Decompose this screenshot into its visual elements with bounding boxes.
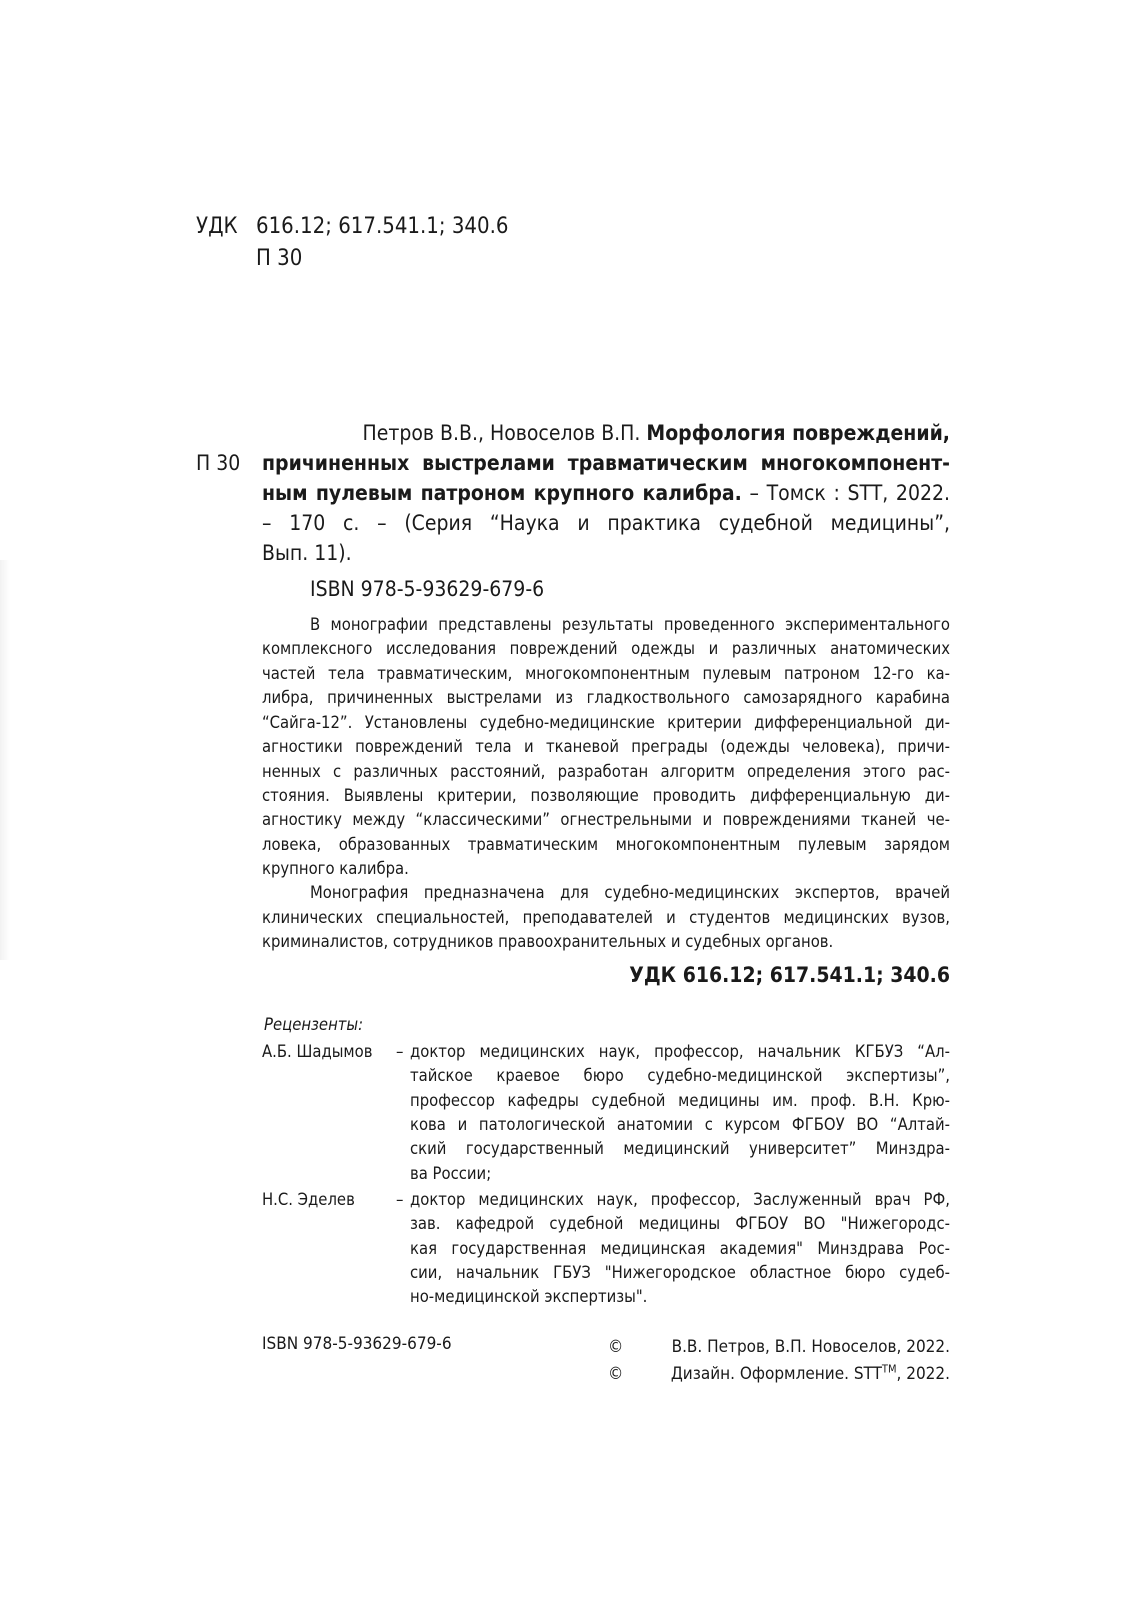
abstract-line: криминалистов, сотрудников правоохранительных и судебных органов. xyxy=(262,932,834,951)
reviewers-heading: Рецензенты: xyxy=(264,1015,364,1034)
footer-isbn: ISBN 978-5-93629-679-6 xyxy=(262,1334,452,1354)
reviewer-desc-line: зав. кафедрой судебной медицины ФГБОУ ВО "Нижегородс- xyxy=(410,1214,950,1233)
scan-edge-shadow xyxy=(0,560,10,960)
reviewer-desc-line: тайское краевое бюро судебно-медицинской экспертизы”, xyxy=(410,1066,950,1085)
bbk-index: П 30 xyxy=(256,246,303,271)
citation-issue: Вып. 11). xyxy=(262,541,352,565)
citation-line-1 xyxy=(310,418,950,448)
copyright-authors: В.В. Петров, В.П. Новоселов, 2022. xyxy=(671,1337,950,1357)
copyright-design xyxy=(636,1361,950,1388)
abstract-line: ловека, образованных травматическим многокомпонентным пулевым зарядом xyxy=(262,835,950,854)
abstract-line: либра, причиненных выстрелами из гладкоствольного самозарядного карабина xyxy=(262,688,950,707)
udk-bold: УДК 616.12; 617.541.1; 340.6 xyxy=(629,963,950,987)
udk-label: УДК xyxy=(196,214,238,239)
copyright-design-year: , 2022. xyxy=(896,1364,950,1384)
citation-series: – 170 с. – (Серия “Наука и практика судебной медицины”, xyxy=(262,511,950,535)
reviewer-desc-line: кова и патологической анатомии с курсом ФГБОУ ВО “Алтай- xyxy=(410,1115,950,1134)
abstract-line: клинических специальностей, преподавателей и студентов медицинских вузов, xyxy=(262,908,950,927)
citation-isbn: ISBN 978-5-93629-679-6 xyxy=(310,577,545,601)
citation-margin-index: П 30 xyxy=(196,451,241,475)
abstract-line: агностики повреждений тела и тканевой преграды (одежды человека), причи- xyxy=(262,737,950,756)
copyright-symbol: © xyxy=(608,1364,624,1384)
reviewer-name: А.Б. Шадымов xyxy=(262,1042,373,1061)
citation-title-part-2: причиненных выстрелами травматическим многокомпонент- xyxy=(262,451,950,475)
citation-line-3 xyxy=(262,478,950,508)
citation-authors: Петров В.В., Новоселов В.П. xyxy=(362,421,647,445)
trademark-sup: TM xyxy=(881,1362,897,1376)
reviewer-desc-line: доктор медицинских наук, профессор, Заслуженный врач РФ, xyxy=(410,1190,950,1209)
abstract-line: Монография предназначена для судебно-медицинских экспертов, врачей xyxy=(310,883,950,902)
copyright-symbol: © xyxy=(608,1337,624,1357)
abstract-line: агностику между “классическими” огнестрельными и повреждениями тканей че- xyxy=(262,810,950,829)
udk-codes: 616.12; 617.541.1; 340.6 xyxy=(256,214,509,239)
abstract-line: комплексного исследования повреждений одежды и различных анатомических xyxy=(262,639,950,658)
reviewer-desc-line: ва России; xyxy=(410,1164,492,1183)
reviewer-desc-line: сии, начальник ГБУЗ "Нижегородское областное бюро судеб- xyxy=(410,1263,950,1282)
citation-title-part-3: ным пулевым патроном крупного калибра. xyxy=(262,481,742,505)
citation-title-part-1: Морфология повреждений, xyxy=(646,421,950,445)
reviewer-desc-line: ский государственный медицинский университет” Минздра- xyxy=(410,1139,950,1158)
reviewer-desc-line: профессор кафедры судебной медицины им. проф. В.Н. Крю- xyxy=(410,1091,950,1110)
abstract-line: стояния. Выявлены критерии, позволяющие проводить дифференциальную ди- xyxy=(262,786,950,805)
reviewer-dash: – xyxy=(396,1190,404,1209)
copyright-design-text: Дизайн. Оформление. STT xyxy=(670,1364,882,1384)
abstract-line: В монографии представлены результаты проведенного экспериментального xyxy=(310,615,950,634)
citation-publisher: – Томск : STT, 2022. xyxy=(741,481,951,505)
reviewer-desc-line: но-медицинской экспертизы". xyxy=(410,1287,648,1306)
reviewer-desc-line: доктор медицинских наук, профессор, начальник КГБУЗ “Ал- xyxy=(410,1042,950,1061)
reviewer-dash: – xyxy=(396,1042,404,1061)
abstract-line: “Сайга-12”. Установлены судебно-медицинские критерии дифференциальной ди- xyxy=(262,713,950,732)
abstract-line: частей тела травматическим, многокомпонентным пулевым патроном 12-го ка- xyxy=(262,664,950,683)
abstract-line: ненных с различных расстояний, разработан алгоритм определения этого рас- xyxy=(262,762,950,781)
reviewer-desc-line: кая государственная медицинская академия" Минздрава Рос- xyxy=(410,1239,950,1258)
reviewer-name: Н.С. Эделев xyxy=(262,1190,355,1209)
abstract-line: крупного калибра. xyxy=(262,859,409,878)
